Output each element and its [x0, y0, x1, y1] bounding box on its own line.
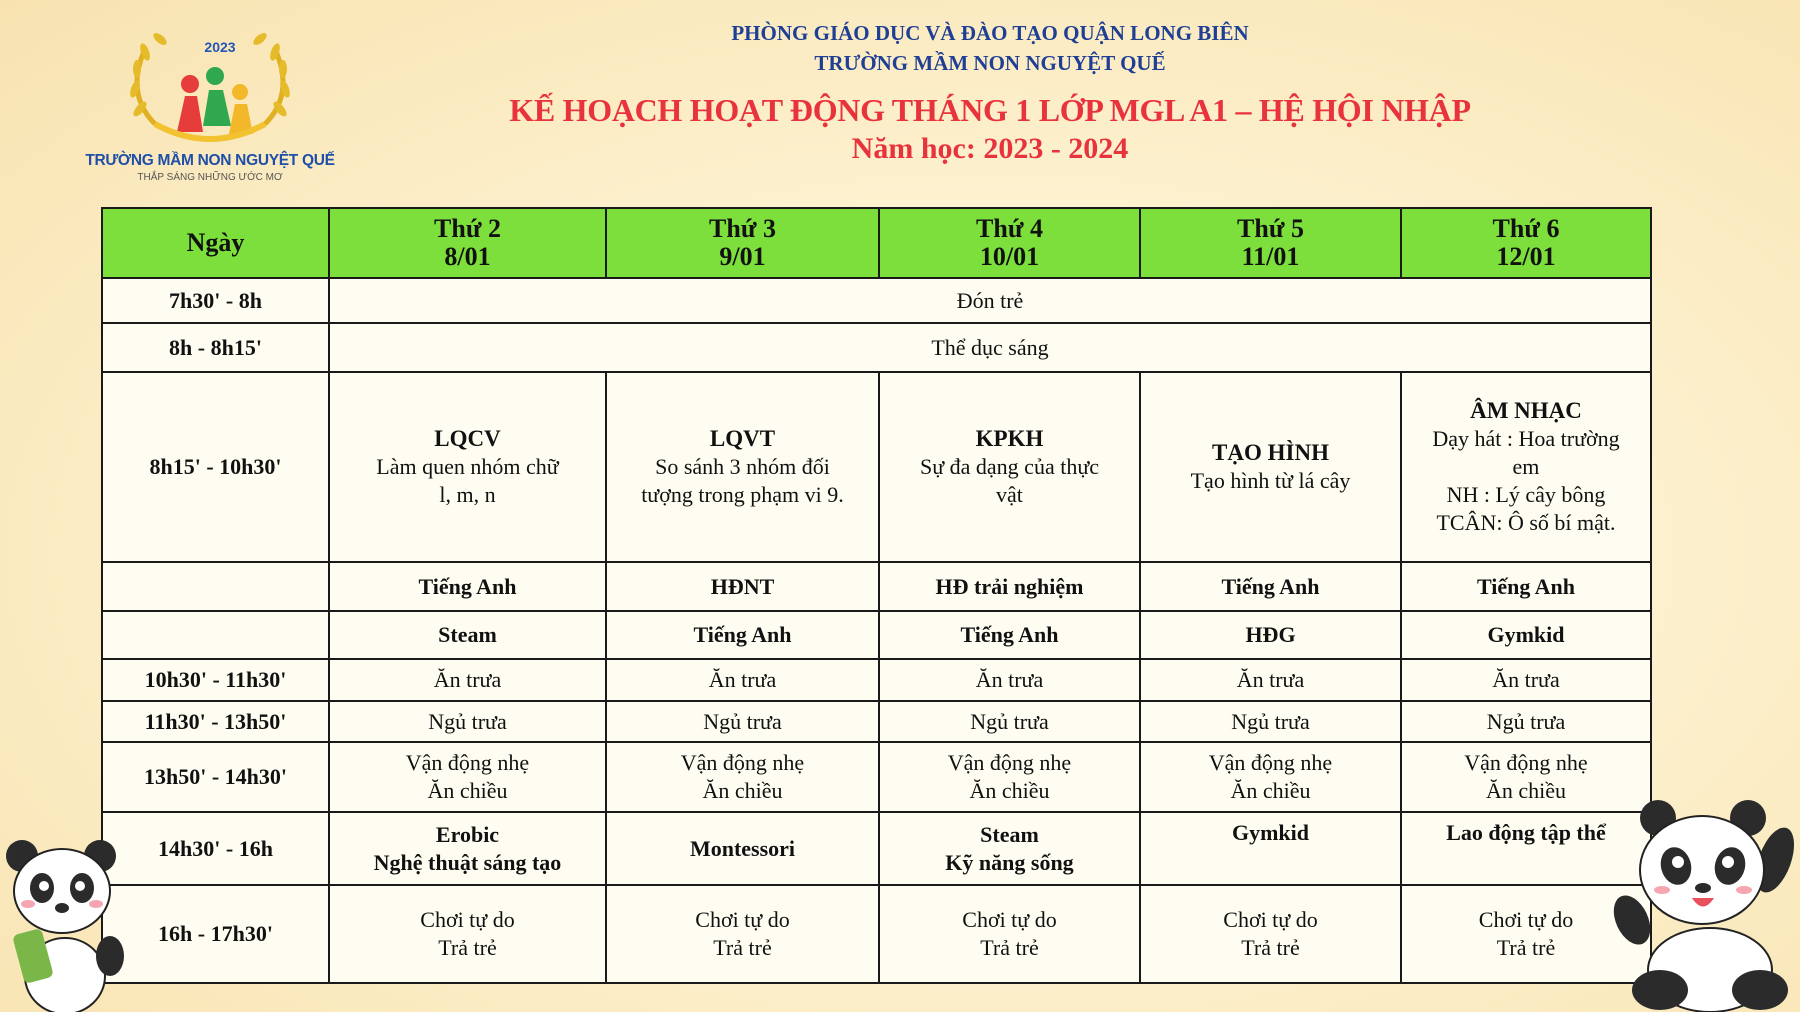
activity-cell: Ngủ trưa — [879, 701, 1140, 742]
time-cell: 16h - 17h30' — [102, 885, 329, 983]
time-cell: 11h30' - 13h50' — [102, 701, 329, 742]
activity-cell: Thể dục sáng — [329, 323, 1651, 372]
table-row — [102, 562, 1651, 611]
activity-cell: HĐ trải nghiệm — [879, 562, 1140, 611]
activity-cell: Tiếng Anh — [329, 562, 606, 611]
lesson-cell: LQVT So sánh 3 nhóm đối tượng trong phạm vi 9. — [606, 372, 879, 562]
laurel-logo-icon — [85, 14, 335, 154]
time-cell: 13h50' - 14h30' — [102, 742, 329, 812]
school-year: Năm học: 2023 - 2024 — [851, 132, 1129, 165]
time-cell: 7h30' - 8h — [102, 278, 329, 323]
department-name: PHÒNG GIÁO DỤC VÀ ĐÀO TẠO QUẬN LONG BIÊN — [731, 21, 1249, 45]
lesson-cell: LQCV Làm quen nhóm chữ l, m, n — [329, 372, 606, 562]
table-row — [102, 611, 1651, 659]
table-row — [102, 372, 1651, 562]
school-name: TRƯỜNG MẦM NON NGUYỆT QUẾ — [814, 51, 1166, 75]
day-header: Thứ 2 8/01 — [329, 208, 606, 278]
activity-cell: Vận động nhẹ Ăn chiều — [1140, 742, 1401, 812]
lesson-cell: TẠO HÌNH Tạo hình từ lá cây — [1140, 372, 1401, 562]
activity-cell: HĐNT — [606, 562, 879, 611]
activity-cell: Ngủ trưa — [1401, 701, 1651, 742]
activity-cell: Lao động tập thể — [1401, 812, 1651, 885]
activity-cell: Gymkid — [1140, 812, 1401, 885]
activity-cell: Vận động nhẹ Ăn chiều — [329, 742, 606, 812]
activity-cell: Chơi tự do Trả trẻ — [606, 885, 879, 983]
activity-cell: Chơi tự do Trả trẻ — [1140, 885, 1401, 983]
time-cell-empty — [102, 611, 329, 659]
activity-cell: Steam Kỹ năng sống — [879, 812, 1140, 885]
activity-cell: Erobic Nghệ thuật sáng tạo — [329, 812, 606, 885]
document-header — [460, 18, 1520, 168]
activity-cell: Ăn trưa — [329, 659, 606, 701]
table-row — [102, 742, 1651, 812]
activity-cell: Tiếng Anh — [1140, 562, 1401, 611]
activity-cell: HĐG — [1140, 611, 1401, 659]
activity-cell: Vận động nhẹ Ăn chiều — [606, 742, 879, 812]
panda-left-icon — [0, 836, 130, 1012]
activity-cell: Montessori — [606, 812, 879, 885]
lesson-cell: ÂM NHẠC Dạy hát : Hoa trường em NH : Lý cây bông TCÂN: Ô số bí mật. — [1401, 372, 1651, 562]
schedule-table — [101, 207, 1652, 984]
logo-year: 2023 — [204, 39, 236, 55]
activity-cell: Tiếng Anh — [879, 611, 1140, 659]
activity-cell: Chơi tự do Trả trẻ — [329, 885, 606, 983]
time-cell-empty — [102, 562, 329, 611]
lesson-cell: KPKH Sự đa dạng của thực vật — [879, 372, 1140, 562]
plan-title: KẾ HOẠCH HOẠT ĐỘNG THÁNG 1 LỚP MGL A1 – HỆ HỘI NHẬP — [509, 92, 1471, 128]
table-row — [102, 278, 1651, 323]
activity-cell: Đón trẻ — [329, 278, 1651, 323]
activity-cell: Ăn trưa — [1401, 659, 1651, 701]
panda-right-icon — [1610, 800, 1800, 1012]
table-row — [102, 812, 1651, 885]
time-cell: 8h - 8h15' — [102, 323, 329, 372]
corner-cell: Ngày — [102, 208, 329, 278]
day-header: Thứ 3 9/01 — [606, 208, 879, 278]
activity-cell: Chơi tự do Trả trẻ — [1401, 885, 1651, 983]
time-cell: 14h30' - 16h — [102, 812, 329, 885]
time-cell: 8h15' - 10h30' — [102, 372, 329, 562]
time-cell: 10h30' - 11h30' — [102, 659, 329, 701]
activity-cell: Gymkid — [1401, 611, 1651, 659]
day-header: Thứ 6 12/01 — [1401, 208, 1651, 278]
header-row — [102, 208, 1651, 278]
school-logo — [85, 14, 335, 194]
activity-cell: Ngủ trưa — [606, 701, 879, 742]
activity-cell: Ăn trưa — [606, 659, 879, 701]
logo-school-name: TRƯỜNG MẦM NON NGUYỆT QUẾ — [85, 152, 335, 169]
table-row — [102, 885, 1651, 983]
activity-cell: Ăn trưa — [1140, 659, 1401, 701]
table-row — [102, 659, 1651, 701]
day-header: Thứ 4 10/01 — [879, 208, 1140, 278]
day-header: Thứ 5 11/01 — [1140, 208, 1401, 278]
activity-cell: Chơi tự do Trả trẻ — [879, 885, 1140, 983]
activity-cell: Vận động nhẹ Ăn chiều — [1401, 742, 1651, 812]
table-row — [102, 701, 1651, 742]
activity-cell: Tiếng Anh — [606, 611, 879, 659]
activity-cell: Ngủ trưa — [329, 701, 606, 742]
logo-slogan: THẮP SÁNG NHỮNG ƯỚC MƠ — [137, 172, 283, 183]
activity-cell: Ngủ trưa — [1140, 701, 1401, 742]
table-row — [102, 323, 1651, 372]
activity-cell: Steam — [329, 611, 606, 659]
activity-cell: Vận động nhẹ Ăn chiều — [879, 742, 1140, 812]
activity-cell: Tiếng Anh — [1401, 562, 1651, 611]
activity-cell: Ăn trưa — [879, 659, 1140, 701]
